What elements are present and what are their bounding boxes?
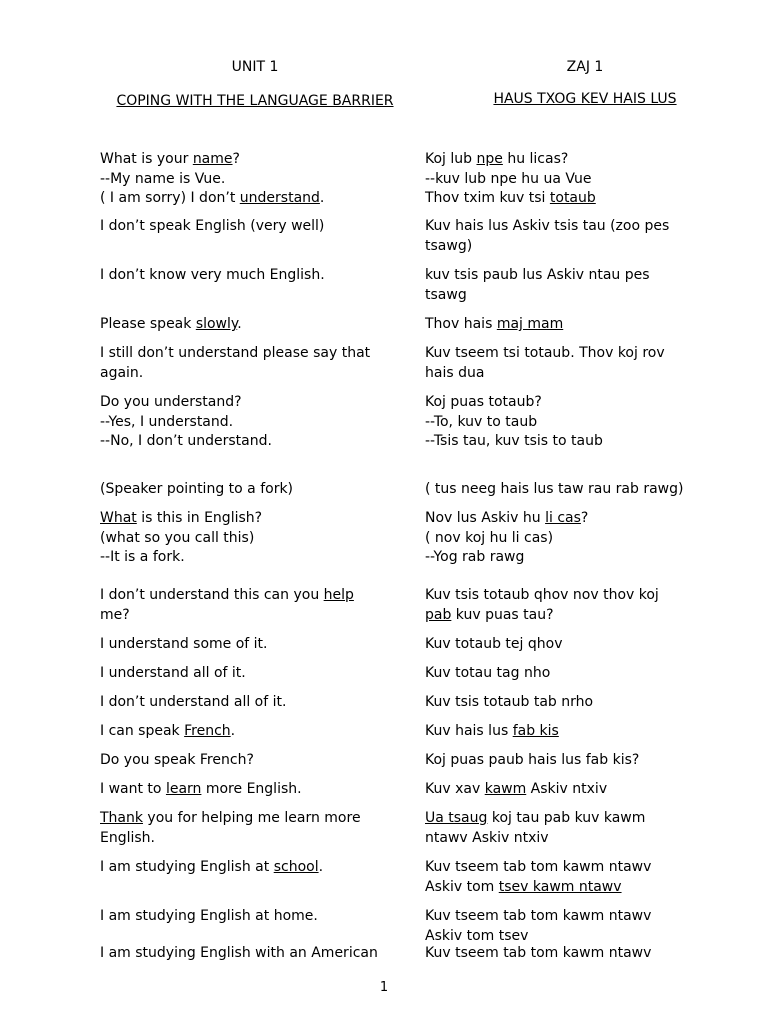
- phrase-line: [100, 432, 415, 452]
- phrase-line: [100, 664, 415, 684]
- english-phrase: [100, 858, 415, 878]
- phrase-text: .: [319, 190, 325, 206]
- phrase-text: Kuv xav: [425, 781, 485, 797]
- hmong-phrase: [425, 480, 735, 500]
- english-phrase: [100, 344, 415, 383]
- phrase-text: --No, I don’t understand.: [100, 433, 272, 449]
- phrase-text: I don’t understand all of it.: [100, 694, 287, 710]
- phrase-text: I am studying English at: [100, 859, 274, 875]
- underlined-word: fab kis: [512, 723, 559, 739]
- phrase-line: [425, 170, 735, 190]
- underlined-word: learn: [165, 781, 202, 797]
- phrase-line: [425, 693, 735, 713]
- underlined-word: Thank: [100, 810, 143, 826]
- phrase-text: I don’t understand this can you: [100, 587, 324, 603]
- phrase-line: [425, 606, 735, 626]
- underlined-word: understand: [239, 190, 320, 206]
- phrase-text: English.: [100, 829, 156, 846]
- phrase-text: I can speak: [100, 723, 185, 739]
- page-number: 1: [379, 980, 389, 995]
- phrase-line: [100, 693, 415, 713]
- phrase-text: tsawg: [425, 286, 467, 303]
- phrase-text: Thov hais: [425, 316, 497, 332]
- phrase-line: [425, 413, 735, 433]
- phrase-text: Nov lus Askiv hu: [425, 510, 546, 526]
- phrase-line: [425, 722, 735, 742]
- phrase-text: Do you understand?: [100, 394, 242, 410]
- phrase-line: [100, 529, 415, 549]
- phrase-text: Kuv tsis totaub tab nrho: [425, 694, 594, 710]
- phrase-line: [425, 548, 735, 568]
- phrase-text: --It is a fork.: [100, 549, 185, 565]
- phrase-line: [425, 217, 735, 237]
- english-phrase: [100, 393, 415, 452]
- phrase-text: you for helping me learn more: [142, 810, 361, 826]
- phrase-line: [425, 393, 735, 413]
- hmong-phrase: [425, 393, 735, 452]
- phrase-line: [425, 509, 735, 529]
- phrase-text: ?: [580, 510, 589, 526]
- phrase-text: tsawg): [425, 237, 473, 254]
- phrase-text: I don’t speak English (very well): [100, 218, 325, 234]
- phrase-line: [425, 150, 735, 170]
- phrase-line: [100, 413, 415, 433]
- title-en: COPING WITH THE LANGUAGE BARRIER: [116, 93, 394, 109]
- phrase-line: [425, 529, 735, 549]
- phrase-text: is this in English?: [136, 510, 263, 526]
- phrase-line: [425, 364, 735, 384]
- hmong-phrase: [425, 858, 735, 897]
- phrase-line: [100, 780, 415, 800]
- underlined-word: li cas: [545, 510, 581, 526]
- phrase-line: [425, 480, 735, 500]
- phrase-text: (what so you call this): [100, 529, 255, 546]
- underlined-word: French: [184, 723, 231, 739]
- phrase-text: I understand some of it.: [100, 636, 268, 652]
- phrase-text: I am studying English with an American: [100, 945, 378, 961]
- phrase-line: [425, 858, 735, 878]
- phrase-text: I understand all of it.: [100, 665, 246, 681]
- hmong-phrase: [425, 780, 735, 800]
- phrase-text: Askiv tom: [425, 878, 499, 895]
- phrase-text: Askiv tom tsev: [425, 927, 529, 944]
- underlined-word: kawm: [484, 781, 527, 797]
- phrase-line: [100, 635, 415, 655]
- phrase-text: Kuv tseem tab tom kawm ntawv: [425, 908, 652, 924]
- hmong-phrase: [425, 693, 735, 713]
- hmong-phrase: [425, 664, 735, 684]
- phrase-text: .: [237, 316, 242, 332]
- phrase-text: Kuv hais lus: [425, 723, 513, 739]
- phrase-line: [100, 170, 415, 190]
- phrase-line: [100, 722, 415, 742]
- phrase-text: ( tus neeg hais lus taw rau rab rawg): [425, 481, 684, 497]
- title-hmong: HAUS TXOG KEV HAIS LUS: [493, 91, 677, 107]
- hmong-phrase: [425, 809, 735, 848]
- hmong-phrase: [425, 315, 735, 335]
- phrase-line: [100, 364, 415, 384]
- english-phrase: [100, 907, 415, 927]
- phrase-text: hu licas?: [502, 151, 569, 167]
- underlined-word: What: [100, 510, 137, 526]
- phrase-line: [425, 907, 735, 927]
- english-phrase: [100, 150, 415, 209]
- hmong-phrase: [425, 266, 735, 305]
- hmong-phrase: [425, 635, 735, 655]
- phrase-text: again.: [100, 364, 144, 381]
- english-phrase: [100, 509, 415, 568]
- phrase-text: --My name is Vue.: [100, 170, 226, 187]
- phrase-line: [100, 266, 415, 286]
- phrase-line: [100, 315, 415, 335]
- phrase-line: [100, 344, 415, 364]
- phrase-text: ( nov koj hu li cas): [425, 529, 554, 546]
- phrase-line: [425, 286, 735, 306]
- underlined-word: Ua tsaug: [425, 810, 488, 826]
- phrase-text: kuv tsis paub lus Askiv ntau pes: [425, 267, 650, 283]
- phrase-text: Thov txim kuv tsi: [425, 190, 550, 206]
- hmong-phrase: [425, 751, 735, 771]
- phrase-text: .: [318, 859, 324, 875]
- hmong-phrase: [425, 217, 735, 256]
- phrase-text: me?: [100, 606, 130, 623]
- english-phrase: [100, 586, 415, 625]
- phrase-text: --To, kuv to taub: [425, 413, 538, 430]
- phrase-text: Kuv tseem tab tom kawm ntawv: [425, 859, 652, 875]
- phrase-text: I still don’t understand please say that: [100, 345, 371, 361]
- phrase-text: Koj puas paub hais lus fab kis?: [425, 752, 640, 768]
- underlined-word: name: [192, 151, 233, 167]
- hmong-phrase: [425, 150, 735, 209]
- phrase-line: [100, 829, 415, 849]
- phrase-line: [100, 858, 415, 878]
- phrase-line: [425, 944, 735, 964]
- phrase-line: [425, 664, 735, 684]
- phrase-line: [425, 878, 735, 898]
- english-phrase: [100, 780, 415, 800]
- phrase-line: [425, 635, 735, 655]
- phrase-line: [425, 266, 735, 286]
- underlined-word: slowly: [195, 316, 238, 332]
- english-phrase: [100, 266, 415, 286]
- phrase-text: I want to: [100, 781, 166, 797]
- phrase-line: [425, 432, 735, 452]
- phrase-line: [425, 829, 735, 849]
- phrase-text: Kuv tsis totaub qhov nov thov koj: [425, 587, 659, 603]
- phrase-text: Askiv ntxiv: [526, 781, 608, 797]
- phrase-line: [425, 780, 735, 800]
- phrase-text: What is your: [100, 151, 193, 167]
- english-phrase: [100, 664, 415, 684]
- english-phrase: [100, 722, 415, 742]
- phrase-line: [100, 480, 415, 500]
- hmong-phrase: [425, 722, 735, 742]
- phrase-text: Kuv tseem tsi totaub. Thov koj rov: [425, 345, 665, 361]
- underlined-word: maj mam: [496, 316, 564, 332]
- phrase-text: --Yes, I understand.: [100, 413, 234, 430]
- unit-label-hmong: ZAJ 1: [566, 59, 604, 75]
- phrase-line: [100, 150, 415, 170]
- english-phrase: [100, 635, 415, 655]
- phrase-line: [100, 548, 415, 568]
- english-phrase: [100, 809, 415, 848]
- english-phrase: [100, 751, 415, 771]
- phrase-text: --kuv lub npe hu ua Vue: [425, 170, 592, 187]
- unit-label-en: UNIT 1: [231, 59, 279, 75]
- phrase-line: [100, 606, 415, 626]
- phrase-line: [425, 237, 735, 257]
- phrase-text: Kuv totau tag nho: [425, 665, 551, 681]
- phrase-text: more English.: [201, 781, 302, 797]
- phrase-text: ( I am sorry) I don’t: [100, 190, 240, 206]
- english-phrase: [100, 315, 415, 335]
- phrase-line: [425, 189, 735, 209]
- phrase-text: .: [230, 723, 236, 739]
- phrase-text: Koj puas totaub?: [425, 394, 542, 410]
- phrase-text: Koj lub: [425, 151, 477, 167]
- phrase-line: [100, 751, 415, 771]
- phrase-text: Kuv tseem tab tom kawm ntawv: [425, 945, 652, 961]
- underlined-word: tsev kawm ntawv: [498, 878, 622, 895]
- phrase-text: (Speaker pointing to a fork): [100, 481, 294, 497]
- phrase-line: [425, 751, 735, 771]
- phrase-line: [425, 315, 735, 335]
- english-phrase: [100, 693, 415, 713]
- phrase-line: [100, 509, 415, 529]
- phrase-line: [100, 393, 415, 413]
- phrase-line: [425, 344, 735, 364]
- phrase-text: --Yog rab rawg: [425, 549, 525, 565]
- phrase-text: kuv puas tau?: [451, 606, 554, 623]
- underlined-word: pab: [425, 606, 452, 623]
- hmong-phrase: [425, 509, 735, 568]
- phrase-line: [100, 586, 415, 606]
- phrase-text: --Tsis tau, kuv tsis to taub: [425, 433, 603, 449]
- phrase-text: Kuv totaub tej qhov: [425, 636, 563, 652]
- phrase-text: I don’t know very much English.: [100, 267, 325, 283]
- english-phrase: [100, 480, 415, 500]
- phrase-line: [100, 217, 415, 237]
- underlined-word: totaub: [549, 190, 596, 206]
- phrase-text: ntawv Askiv ntxiv: [425, 829, 549, 846]
- phrase-line: [425, 586, 735, 606]
- phrase-line: [425, 809, 735, 829]
- hmong-phrase: [425, 586, 735, 625]
- hmong-phrase: [425, 944, 735, 964]
- hmong-phrase: [425, 344, 735, 383]
- phrase-text: Do you speak French?: [100, 752, 254, 768]
- phrase-text: Please speak: [100, 316, 196, 332]
- underlined-word: school: [273, 859, 319, 875]
- phrase-text: Kuv hais lus Askiv tsis tau (zoo pes: [425, 218, 670, 234]
- phrase-text: hais dua: [425, 364, 485, 381]
- english-phrase: [100, 944, 415, 964]
- phrase-text: koj tau pab kuv kawm: [487, 810, 646, 826]
- phrase-line: [100, 944, 415, 964]
- phrase-line: [100, 907, 415, 927]
- underlined-word: npe: [476, 151, 503, 167]
- phrase-text: ?: [232, 151, 240, 167]
- phrase-line: [100, 809, 415, 829]
- underlined-word: help: [323, 587, 354, 603]
- phrase-line: [100, 189, 415, 209]
- english-phrase: [100, 217, 415, 237]
- hmong-phrase: [425, 907, 735, 946]
- phrase-text: I am studying English at home.: [100, 908, 318, 924]
